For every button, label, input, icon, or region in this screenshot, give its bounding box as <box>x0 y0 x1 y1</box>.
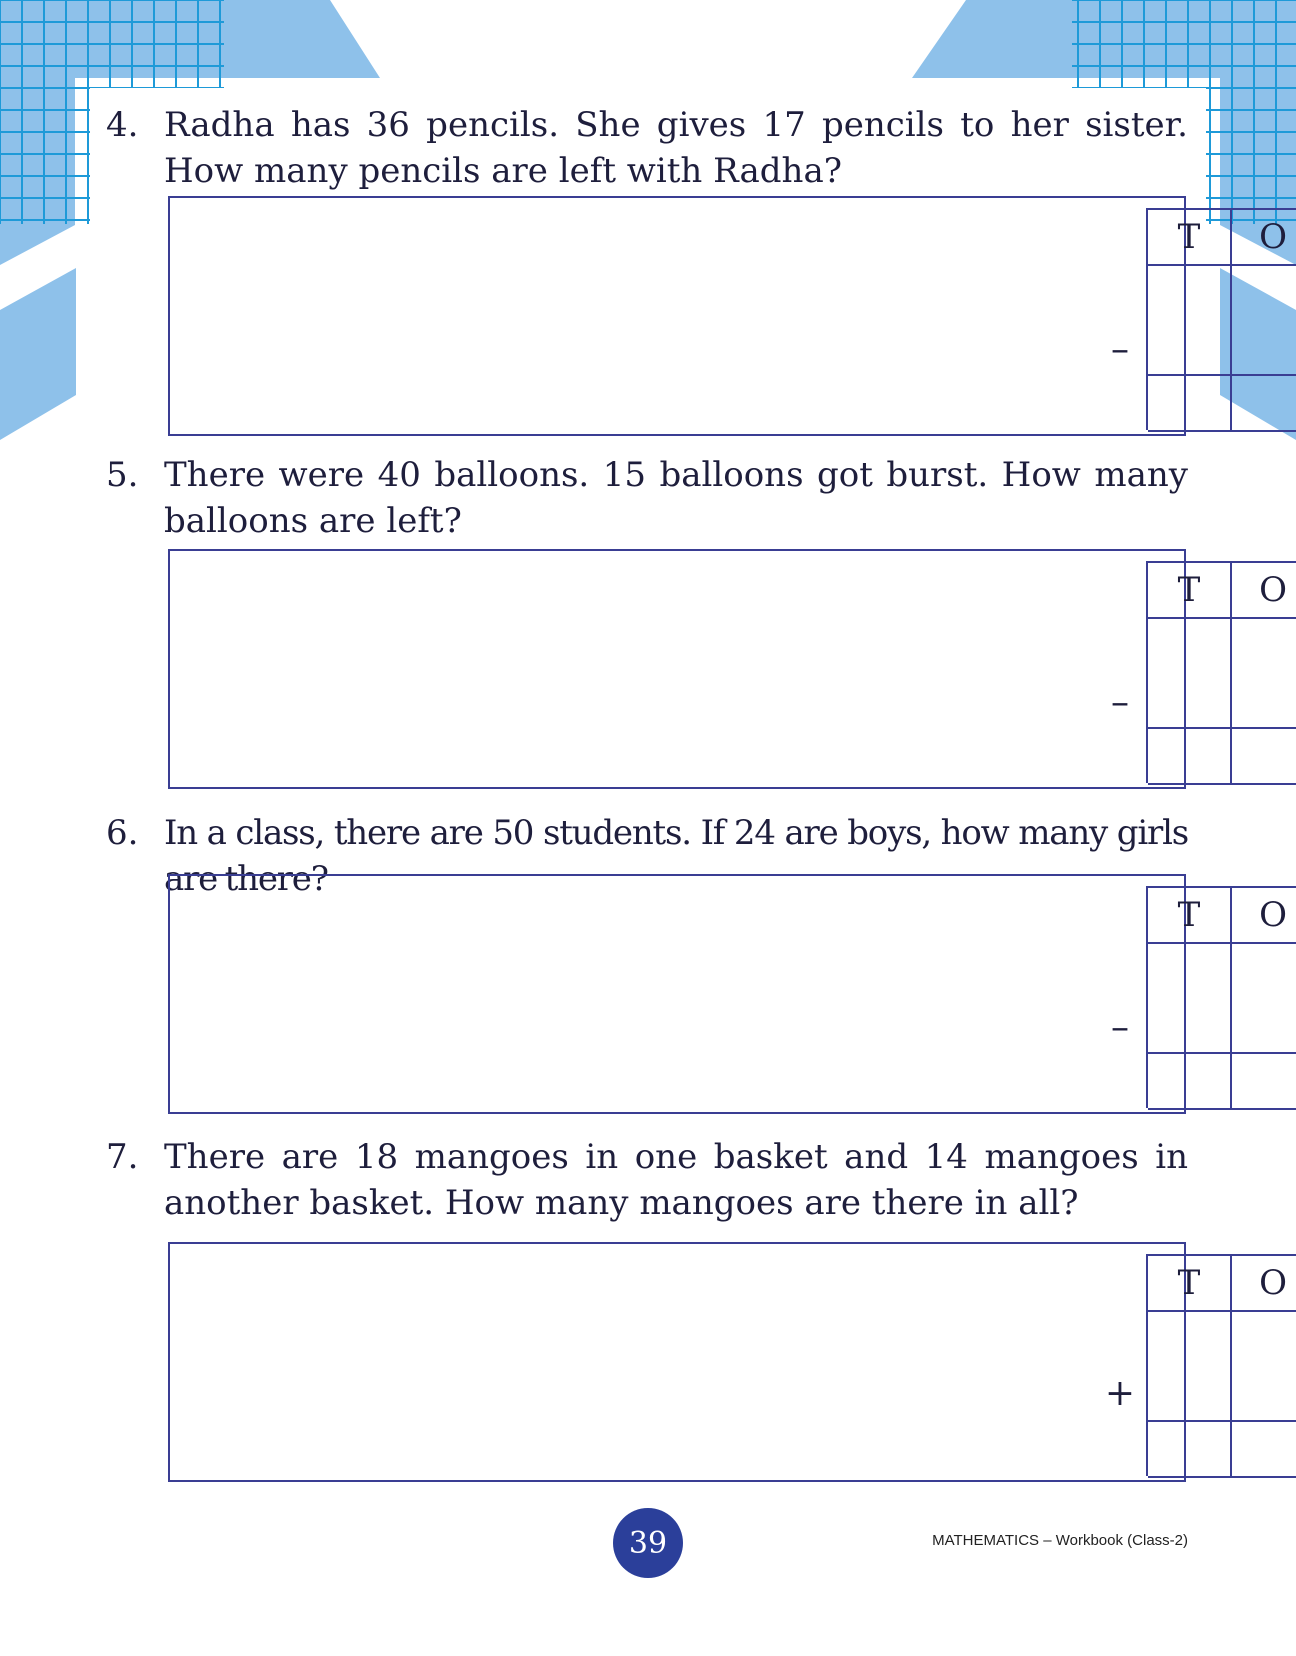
question-text: Radha has 36 pencils. She gives 17 pencils to her sister. How many pencils are left with Radha? <box>164 105 1188 191</box>
ones-header: O <box>1232 210 1296 266</box>
addition-sign: + <box>1104 1373 1136 1414</box>
question-text: In a class, there are 50 students. If 24 are boys, how many girls are there? <box>164 813 1188 899</box>
tens-answer-cell[interactable] <box>1148 729 1232 785</box>
tens-header: T <box>1148 210 1232 266</box>
left-grid-top <box>0 0 224 88</box>
right-grid-top <box>1072 0 1296 88</box>
ones-cell[interactable] <box>1232 1312 1296 1422</box>
tens-cell[interactable] <box>1148 266 1232 376</box>
question-text: There were 40 balloons. 15 balloons got burst. How many balloons are left? <box>164 455 1188 541</box>
tens-cell[interactable] <box>1148 944 1232 1054</box>
tens-answer-cell[interactable] <box>1148 376 1232 432</box>
question-number: 4. <box>106 105 139 145</box>
left-blue-strip <box>0 268 76 440</box>
answer-box-4[interactable] <box>168 196 1287 436</box>
right-grid-side <box>1206 88 1296 224</box>
question-number: 6. <box>106 813 139 853</box>
tens-cell[interactable] <box>1148 619 1232 729</box>
question-number: 7. <box>106 1137 139 1177</box>
ones-header: O <box>1232 888 1296 944</box>
left-grid-side <box>0 88 90 224</box>
ones-cell[interactable] <box>1232 944 1296 1054</box>
subtraction-sign: – <box>1111 682 1129 723</box>
tens-answer-cell[interactable] <box>1148 1422 1232 1478</box>
tens-cell[interactable] <box>1148 1312 1232 1422</box>
tens-header: T <box>1148 1256 1232 1312</box>
tens-answer-cell[interactable] <box>1148 1054 1232 1110</box>
tens-ones-grid <box>1146 208 1296 430</box>
tens-header: T <box>1148 563 1232 619</box>
ones-header: O <box>1232 563 1296 619</box>
ones-header: O <box>1232 1256 1296 1312</box>
tens-ones-grid <box>1146 561 1296 783</box>
subtraction-sign: – <box>1111 1007 1129 1048</box>
tens-ones-grid <box>1146 886 1296 1108</box>
tens-ones-grid <box>1146 1254 1296 1476</box>
ones-cell[interactable] <box>1232 619 1296 729</box>
ones-cell[interactable] <box>1232 266 1296 376</box>
answer-box-5[interactable] <box>168 549 1287 789</box>
page-number-badge: 39 <box>613 1508 683 1578</box>
ones-answer-cell[interactable] <box>1232 376 1296 432</box>
question-number: 5. <box>106 455 139 495</box>
subtraction-sign: – <box>1111 329 1129 370</box>
tens-header: T <box>1148 888 1232 944</box>
ones-answer-cell[interactable] <box>1232 1422 1296 1478</box>
ones-answer-cell[interactable] <box>1232 729 1296 785</box>
answer-box-7[interactable] <box>168 1242 1287 1482</box>
answer-box-6[interactable] <box>168 874 1287 1114</box>
footer-book-title: MATHEMATICS – Workbook (Class-2) <box>932 1532 1188 1549</box>
question-text: There are 18 mangoes in one basket and 14 mangoes in another basket. How many mangoes are there in all? <box>164 1137 1188 1223</box>
ones-answer-cell[interactable] <box>1232 1054 1296 1110</box>
